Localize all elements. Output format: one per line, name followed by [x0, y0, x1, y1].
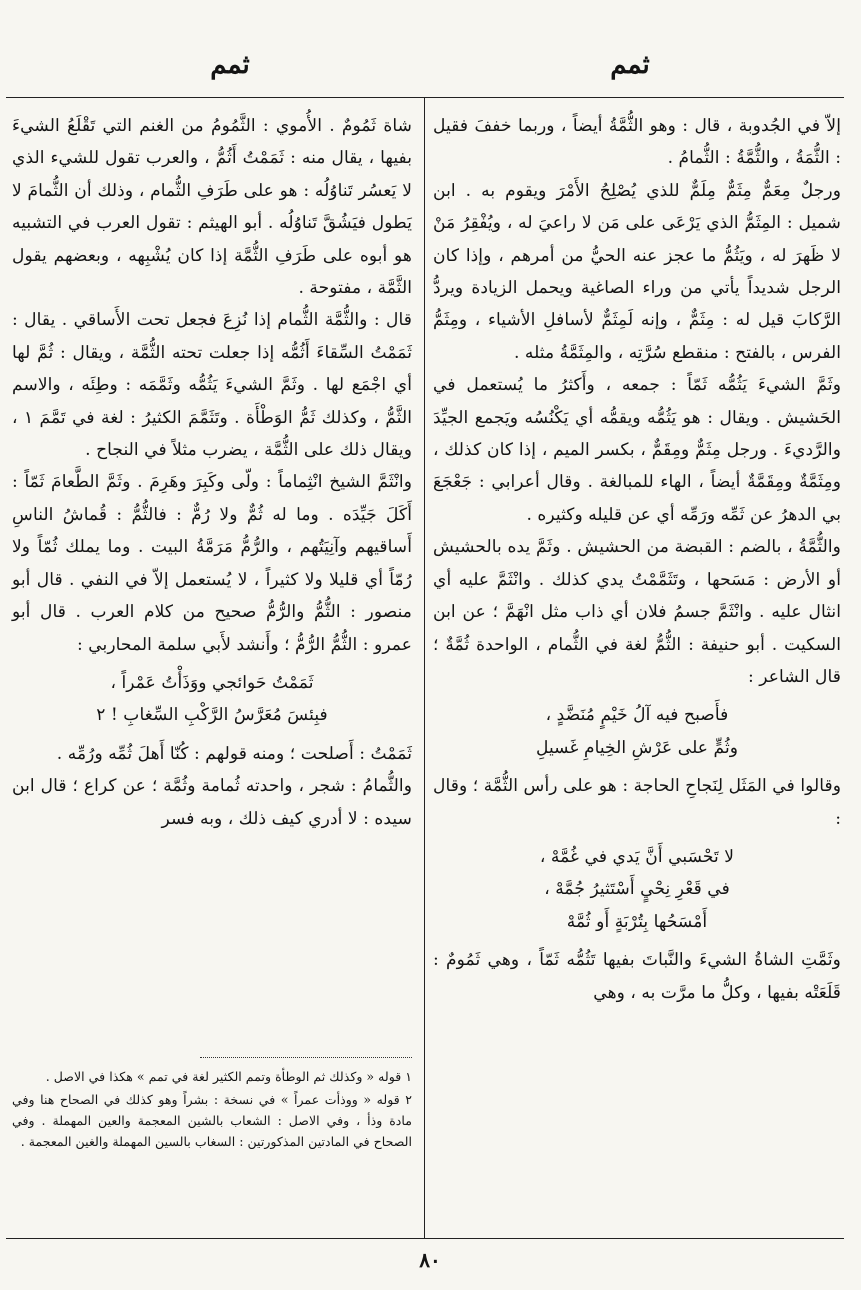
running-headword-left: ثمم — [210, 50, 250, 80]
verse-line: ثَمَمْتُ حَوائجي ووَذَأْتُ عَمْراً ، — [110, 672, 314, 693]
column-divider — [424, 97, 425, 1238]
verse-line: أَمْسَحُها بِتُرْبَةٍ أَو ثُمَّهْ — [566, 911, 708, 932]
verse-block — [433, 841, 841, 938]
footer-rule — [6, 1238, 844, 1239]
paragraph: والثُّمَّةُ ، بالضم : القبضة من الحشيش . وثَمَّ يده بالحشيش أو الأرض : مَسَحها ، وتَثَمَّمْتُ يدي كذلك . وانْثَمَّ عليه أي انثال عليه . وانْثَمَّ جسمُ فلان أي ذاب مثل انْهَمَّ ؛ عن ابن السكيت . أبو حنيفة : الثُّمُّ لغة في الثُّمام ، الواحدة ثُمَّةٌ ؛ قال الشاعر : — [433, 537, 841, 687]
paragraph: إلاّ في الجُدوبة ، قال : وهو الثُّمَّةُ أيضاً ، وربما خففَ فقيل : الثُّمَةُ ، والثُّمَّةُ : الثُّمامُ . — [433, 116, 841, 169]
verse-line: فأَصبح فيه آلُ خَيْمٍ مُنَضَّدٍ ، — [545, 705, 729, 726]
verse-line: لا تَحْسَبي أَنَّ يَدي في غُمَّهْ ، — [539, 846, 735, 867]
verse-line: فبِئسَ مُعَرَّسُ الرَّكْبِ السِّغابِ ! ٢ — [96, 705, 328, 726]
paragraph: والثُّمامُ : شجر ، واحدته ثُمامة وثُمَّة ؛ عن كراع ؛ قال ابن سيده : لا أدري كيف ذلك ، وبه فسر — [12, 776, 412, 829]
paragraph: وثَمَّ الشيءَ يَثُمُّه ثَمّاً : جمعه ، وأَكثرُ ما يُستعمل في الحَشيش . ويقال : هو يَثُمُّه ويقمُّه أي يَكْنُسُه ويَجمع الجيِّدَ والرَّديءَ . ورجل مِثَمٌّ ومِقَمٌّ ، بكسر الميم ، إذا كان كذلك ، ومِثَمَّةٌ ومِقَمَّةٌ أيضاً ، الهاء للمبالغة . وقال أعرابي : جَعْجَعَ بي الدهرُ عن ثَمِّه ورَمِّه أي عن قليله وكثيره . — [433, 375, 841, 525]
left-column — [12, 110, 412, 835]
paragraph: ورجلٌ مِعَمٌّ مِثَمٌّ مِلَمٌّ للذي يُصْلِحُ الأَمْرَ ويقوم به . ابن شميل : المِثَمُّ الذي يَرْعَى على مَن لا راعيَ له ، ويُفْقِرُ مَنْ لا ظَهرَ له ، ويَثُمُّ ما عجز عنه الحيُّ من أمرهم ، وإذا كان الرجل شديداً يأتي من وراء الصاغية ويحمل الزيادة ويردُّ الرَّكابَ قيل له : مِثَمٌّ ، وإنه لَمِثَمٌّ لأسافلِ الأشياء ، ومِثَمُّ الفرس ، بالفتح : منقطع سُرَّتِه ، والمِثَمَّةُ مثله . — [433, 180, 841, 363]
footnote: ٢ قوله « ووذأت عمراً » في نسخة : بشراً وهو كذلك في الصحاح هنا وفي مادة وذأ ، وفي الاصل : الشعاب بالشين المعجمة والعين المهملة . وفي الصحاح في المادتين المذكورتين : السغاب بالسين المهملة والغين المعجمة . — [12, 1092, 412, 1149]
paragraph: وانْثَمَّ الشيخ انْثِماماً : ولّى وكَبِرَ وهَرِمَ . وثَمَّ الطَّعامَ ثَمّاً : أَكَلَ جَيِّدَه . وما له ثُمٌّ ولا رُمٌّ : فالثُّمُّ : قُماشُ الناسِ أَساقيهم وآنِيَتُهم ، والرُّمُّ مَرَمَّةُ البيت . وما يملك ثُمّاً ولا رُمّاً أي قليلا ولا كثيراً ، لا يُستعمل إلاّ في النفي . قال أبو منصور : الثُّمُّ والرُّمُّ صحيح من كلام العرب . قال أبو عمرو : الثُّمُّ الرُّمُّ ؛ وأَنشد لأَبي سلمة المحاربي : — [12, 472, 412, 655]
right-column — [433, 110, 841, 1009]
paragraph: قال : والثُّمَّة الثُّمام إذا نُزِعَ فجعل تحت الأَساقي . يقال : ثَمَمْتُ السِّقاءَ أَثُمُّه إذا جعلت تحته الثُّمَّة ، ويقال : ثُمَّ لها أي اجْمَع لها . وثَمَّ الشيءَ يَثُمُّه وثَمَّمَه : وطِئَه ، والاسم الثَّمُّ ، وكذلك ثَمُّ الوَطْأَة . وتَثَمَّمَ الكثيرُ : لغة في تَمَّمَ ١ ، ويقال ذلك على الثُّمَّة ، يضرب مثلاً في النجاح . — [12, 310, 412, 461]
paragraph: شاة ثَمُومٌ . الأُموي : الثَّمُومُ من الغنم التي تَقْلَعُ الشيءَ بفيها ، يقال منه : ثَمَمْتُ أَثُمُّ ، والعرب تقول للشيء الذي لا يَعسُر تَناوُلُه : هو على طَرَفِ الثُّمام ، وذلك أن الثُّمامَ لا يَطول فيَشُقَّ تَناوُلُه . أبو الهيثم : تقول العرب في التشبيه هو أبوه على طَرَفِ الثُّمَّة إذا كان يُشْبِهه ، وبعضهم يقول الثَّمَّة ، مفتوحة . — [12, 116, 412, 299]
verse-block — [433, 699, 841, 764]
paragraph: وقالوا في المَثَل لِنَجاحِ الحاجة : هو على رأس الثُّمَّة ؛ وقال : — [433, 776, 841, 829]
header-rule — [6, 97, 844, 98]
verse-line: في قَعْرِ نِحْيٍ أَسْتَثيرُ جُمَّهْ ، — [544, 879, 730, 900]
page-number: ٨٠ — [419, 1248, 441, 1272]
paragraph: ثَمَمْتُ : أَصلحت ؛ ومنه قولهم : كُنّا أَهلَ ثُمِّه ورُمِّه . — [56, 743, 412, 764]
running-headword-right: ثمم — [610, 50, 650, 80]
footnotes — [12, 1066, 412, 1154]
footnote-rule — [200, 1057, 412, 1058]
verse-line: وثُمٍّ على عَرْشِ الخِيامِ غَسيلِ — [535, 737, 739, 758]
verse-block — [12, 667, 412, 732]
footnote: ١ قوله « وكذلك ثم الوطأة وتمم الكثير لغة في تمم » هكذا في الاصل . — [45, 1069, 412, 1084]
paragraph: وثَمَّتِ الشاةُ الشيءَ والنَّباتَ بفيها تَثُمُّه ثَمّاً ، وهي ثَمُومٌ : قَلَعَتْه بفيها ، وكلُّ ما مرَّت به ، وهي — [433, 950, 841, 1003]
